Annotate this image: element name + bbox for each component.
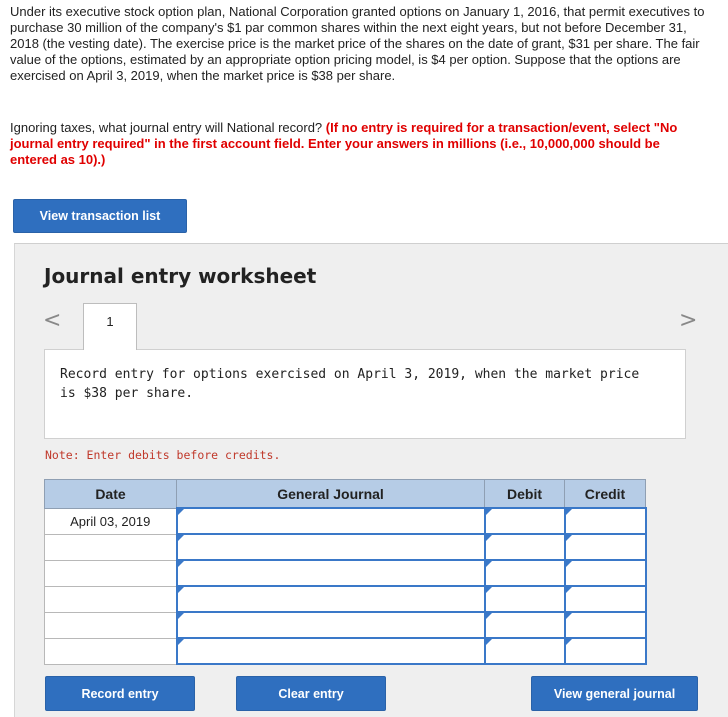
clear-entry-button[interactable]: Clear entry [236,676,386,711]
date-cell [45,612,177,638]
tab-entry-1[interactable]: 1 [83,303,137,350]
account-input[interactable] [177,586,485,612]
instructions-red-text: (If no entry is required for a transaction/event, select "No journal entry required" in the first account field. Enter your answers in millions (i.e., 10,000,000 should be entered as 10).) [10,120,678,167]
header-date: Date [45,480,177,509]
table-row [45,638,646,664]
account-input[interactable] [177,508,485,534]
question-text: Under its executive stock option plan, National Corporation granted options on January 1, 2016, that permit executives to purchase 30 million of the company's $1 par common shares within the next eight years, but not before December 31, 2018 (the vesting date). The exercise price is the market price of the shares on the date of grant, $31 per share. The fair value of the options, estimated by an appropriate option pricing model, is $4 per option. Suppose that the options are exercised on April 3, 2019, when the market price is $38 per share. [10,4,705,83]
credit-input[interactable] [565,586,646,612]
table-row [45,560,646,586]
note-text: Note: Enter debits before credits. [45,448,281,462]
journal-table [44,479,647,665]
account-input[interactable] [177,560,485,586]
debit-input[interactable] [485,508,565,534]
credit-input[interactable] [565,638,646,664]
account-input[interactable] [177,534,485,560]
instructions [10,120,710,168]
debit-input[interactable] [485,560,565,586]
worksheet-title: Journal entry worksheet [44,264,317,288]
table-row [45,534,646,560]
view-general-journal-button[interactable]: View general journal [531,676,698,711]
date-cell [45,534,177,560]
record-description: Record entry for options exercised on April 3, 2019, when the market price is $38 per share. [60,367,640,401]
record-entry-button[interactable]: Record entry [45,676,195,711]
table-row [45,508,646,534]
header-general-journal: General Journal [177,480,485,509]
journal-header-row [45,480,646,509]
instructions-prompt: Ignoring taxes, what journal entry will National record? [10,120,323,135]
debit-input[interactable] [485,534,565,560]
account-input[interactable] [177,638,485,664]
date-cell [45,586,177,612]
debit-input[interactable] [485,638,565,664]
header-debit: Debit [485,480,565,509]
credit-input[interactable] [565,560,646,586]
chevron-right-icon[interactable]: > [679,308,698,333]
table-row [45,612,646,638]
date-cell: April 03, 2019 [45,508,177,534]
account-input[interactable] [177,612,485,638]
debit-input[interactable] [485,612,565,638]
debit-input[interactable] [485,586,565,612]
chevron-left-icon[interactable]: < [43,308,62,333]
date-cell [45,638,177,664]
credit-input[interactable] [565,508,646,534]
table-row [45,586,646,612]
header-credit: Credit [565,480,646,509]
credit-input[interactable] [565,612,646,638]
credit-input[interactable] [565,534,646,560]
view-transaction-list-button[interactable]: View transaction list [13,199,187,233]
date-cell [45,560,177,586]
